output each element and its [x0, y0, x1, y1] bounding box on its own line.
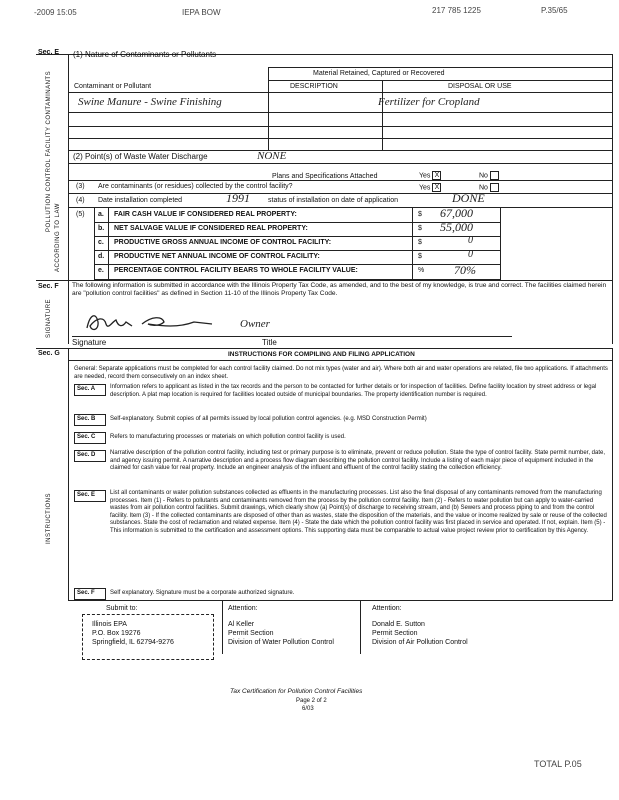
value-letter: b. — [98, 225, 105, 232]
submit-line-2: P.O. Box 19276 — [92, 630, 141, 637]
sec-g-label: Sec. G — [38, 350, 60, 357]
hw-title: Owner — [240, 318, 270, 330]
value-currency: $ — [418, 239, 422, 246]
plans-yes — [419, 171, 441, 180]
q3-no-checkbox[interactable] — [490, 183, 499, 192]
fax-header-center: IEPA BOW — [182, 8, 221, 17]
attention-2-heading: Attention: — [372, 605, 402, 612]
q3-yes-label: Yes — [419, 184, 431, 192]
row-rule-2 — [68, 126, 612, 127]
value-currency: $ — [418, 211, 422, 218]
row-rule-3 — [68, 138, 612, 139]
q3-rule — [68, 193, 612, 194]
fax-header-page: P.35/65 — [541, 6, 568, 15]
value-amount: 55,000 — [440, 220, 473, 234]
sec-g-top-rule — [36, 348, 613, 349]
material-rule — [268, 80, 612, 81]
hw-pollutant: Swine Manure - Swine Finishing — [78, 96, 222, 108]
value-label: NET SALVAGE VALUE IF CONSIDERED REAL PROPERTY: — [114, 225, 308, 232]
submit-vertical-2 — [360, 600, 361, 654]
sec-g-general: General: Separate applications must be completed for each control facility claimed. Do not mix types (water and air). Where both air and water operations are related, file two applications. If attachments are needed, record them consecutively on an index sheet. — [74, 366, 608, 380]
plans-rule — [68, 180, 612, 181]
value-currency: $ — [418, 225, 422, 232]
value-row-b — [94, 222, 500, 237]
discharge-rule — [68, 163, 612, 164]
plans-no — [479, 171, 499, 180]
signature-label: Signature — [72, 338, 107, 347]
footer-line-1: Tax Certification for Pollution Control Facilities — [230, 688, 363, 695]
sec-g-heading: INSTRUCTIONS FOR COMPILING AND FILING APPLICATION — [228, 351, 415, 358]
sec-f-top-rule — [36, 280, 613, 281]
q3-number: (3) — [76, 183, 85, 190]
plans-yes-label: Yes — [419, 172, 431, 180]
attention-2-line-3: Division of Air Pollution Control — [372, 639, 468, 646]
value-row-c — [94, 236, 500, 251]
sec-e-item2: (2) Point(s) of Waste Water Discharge — [73, 152, 208, 161]
form-left-border — [68, 54, 69, 344]
submit-line-3: Springfield, IL 62794-9276 — [92, 639, 174, 646]
sec-g-heading-rule — [68, 360, 613, 361]
q5-number: (5) — [76, 211, 85, 218]
attention-1-heading: Attention: — [228, 605, 258, 612]
value-row-e — [94, 264, 500, 280]
value-currency: % — [418, 267, 425, 274]
title-label: Title — [262, 338, 277, 347]
value-label: PRODUCTIVE NET ANNUAL INCOME OF CONTROL FACILITY: — [114, 253, 320, 260]
value-letter: e. — [98, 267, 104, 274]
hw-date: 1991 — [226, 191, 250, 205]
submit-vertical-1 — [222, 600, 223, 654]
hw-status: DONE — [452, 191, 485, 205]
signature-rule — [72, 336, 512, 337]
value-amount: 70% — [454, 263, 476, 277]
value-currency: $ — [418, 253, 422, 260]
submit-heading: Submit to: — [106, 605, 138, 612]
q3-no-label: No — [479, 184, 488, 192]
sec-d-label: Sec. D — [77, 452, 96, 458]
value-label: FAIR CASH VALUE IF CONSIDERED REAL PROPERTY: — [114, 211, 297, 218]
q4-text: Date installation completed — [98, 197, 183, 204]
sec-e-side-upper: POLLUTION CONTROL FACILITY CONTAMINANTS — [46, 70, 52, 232]
attention-1-line-3: Division of Water Pollution Control — [228, 639, 334, 646]
signature-scribble — [82, 308, 232, 336]
sec-g-right-border — [612, 348, 613, 600]
sec-a-text: Information refers to applicant as listed in the tax records and the person to be contacted for further details or for inspection of facilities. Define facility location by street address or legal description. A plat map location is required for facilities located outside of municipal boundaries. The property identification number is required. — [110, 384, 597, 398]
status-label: status of installation on date of application — [268, 197, 398, 204]
values-right-divider — [500, 207, 501, 280]
col-pollutant: Contaminant or Pollutant — [74, 83, 152, 90]
sec-e-instr-label: Sec. E — [77, 492, 96, 498]
row-rule-4 — [68, 150, 612, 151]
sec-d-text: Narrative description of the pollution control facility, including test or primary purpose is to eliminate, prevent or reduce pollution. State the type of control facility. State permit number, date, and agency issuing permit. A narrative description and a process flow diagram describing the pollution control facility. Include a listing of each major piece of equipment included in the claimed for cash value for real property. Include an engineer analysis of the influent and effluent of the control facility stating the collection efficiency. — [110, 450, 606, 472]
plans-label: Plans and Specifications Attached — [272, 173, 378, 180]
hw-disposal: Fertilizer for Cropland — [378, 96, 480, 108]
sec-f-label: Sec. F — [38, 283, 59, 290]
q3-text: Are contaminants (or residues) collected by the control facility? — [98, 183, 293, 190]
fax-total: TOTAL P.05 — [534, 759, 582, 769]
row-rule-1 — [68, 112, 612, 113]
sec-f-side: SIGNATURE — [46, 298, 52, 338]
form-right-border — [612, 54, 613, 344]
sec-g-bottom-rule — [68, 600, 613, 601]
attention-1-line-2: Permit Section — [228, 630, 274, 637]
header-rule — [68, 92, 612, 93]
fax-header-left: -2009 15:05 — [34, 8, 77, 17]
footer-line-2: Page 2 of 2 — [296, 698, 327, 704]
value-label: PRODUCTIVE GROSS ANNUAL INCOME OF CONTROL FACILITY: — [114, 239, 332, 246]
material-heading: Material Retained, Captured or Recovered — [313, 70, 445, 77]
fax-header-right: 217 785 1225 — [432, 6, 481, 15]
sec-c-label: Sec. C — [77, 434, 96, 440]
sec-g-side: INSTRUCTIONS — [46, 493, 52, 544]
attention-1-line-1: Al Keller — [228, 621, 255, 628]
sec-e-side-lower: ACCORDING TO LAW — [55, 203, 61, 272]
sec-f-instr-label: Sec. F — [77, 590, 95, 596]
hw-discharge: NONE — [257, 150, 287, 162]
sec-a-label: Sec. A — [77, 386, 96, 392]
q3-yes — [419, 183, 441, 192]
value-label: PERCENTAGE CONTROL FACILITY BEARS TO WHOLE FACILITY VALUE: — [114, 267, 358, 274]
sec-g-left-border — [68, 348, 69, 600]
sec-f-instr-text: Self explanatory. Signature must be a corporate authorized signature. — [110, 590, 295, 596]
q3-yes-checkbox[interactable]: X — [432, 183, 441, 192]
sec-e-label: Sec. E — [38, 49, 60, 56]
sec-b-label: Sec. B — [77, 416, 96, 422]
value-amount: 67,000 — [440, 206, 473, 220]
q4-number: (4) — [76, 197, 85, 204]
col-description: DESCRIPTION — [290, 83, 338, 90]
value-letter: c. — [98, 239, 104, 246]
footer-line-3: 6/03 — [302, 706, 314, 712]
sec-b-text: Self-explanatory. Submit copies of all permits issued by local pollution control agencies. (e.g. MSD Construction Permit) — [110, 416, 427, 422]
sec-e-instr-text: List all contaminants or water pollution substances collected as effluents in the manufacturing processes. List also the final disposal of any contaminants removed from the manufacturing processes. Item (1) - Refers to pollutants and contaminants removed from the process by the pollution control facility. Item (2) - Refers to water pollution but can apply to water-carried wastes from air pollution control facilities. Submit drawings, which clearly show (a) Point(s) of discharge to receiving stream, and (b) Sewers and process piping to and from the control facility. Item (3) - If the collected contaminants are disposed of other than as wastes, state the disposition of the materials, and the value or income realized by sale or reuse of the collected substances. State the cost of reclamation and related expense. Item (4) - State the date which the pollution control facility was first placed in service and operated. If not, explain. Item (5) - This information is submitted to the certification and assessment options. This supporting data must be comparable to actual value project review prior to certification by this Agency. — [110, 490, 607, 534]
submit-line-1: Illinois EPA — [92, 621, 127, 628]
sec-f-text: The following information is submitted in accordance with the Illinois Property Tax Code, as amended, and to the best of my knowledge, is true and correct. The facilities claimed herein are "pollution control facilities" as defined in Section 11-10 of the Illinois Property Tax Code. — [72, 282, 607, 297]
plans-no-label: No — [479, 172, 488, 180]
sec-e-item1: (1) Nature of Contaminants or Pollutants — [73, 50, 217, 59]
col-disposal: DISPOSAL OR USE — [448, 83, 512, 90]
plans-no-checkbox[interactable] — [490, 171, 499, 180]
col-divider-2 — [382, 80, 383, 150]
sec-c-text: Refers to manufacturing processes or materials on which pollution control facility is used. — [110, 434, 346, 440]
attention-2-line-1: Donald E. Sutton — [372, 621, 425, 628]
value-amount: 0 — [468, 235, 473, 246]
value-row-d — [94, 250, 500, 265]
value-amount: 0 — [468, 249, 473, 260]
plans-yes-checkbox[interactable]: X — [432, 171, 441, 180]
attention-2-line-2: Permit Section — [372, 630, 418, 637]
value-letter: a. — [98, 211, 104, 218]
value-letter: d. — [98, 253, 105, 260]
table-top-rule — [268, 67, 612, 68]
